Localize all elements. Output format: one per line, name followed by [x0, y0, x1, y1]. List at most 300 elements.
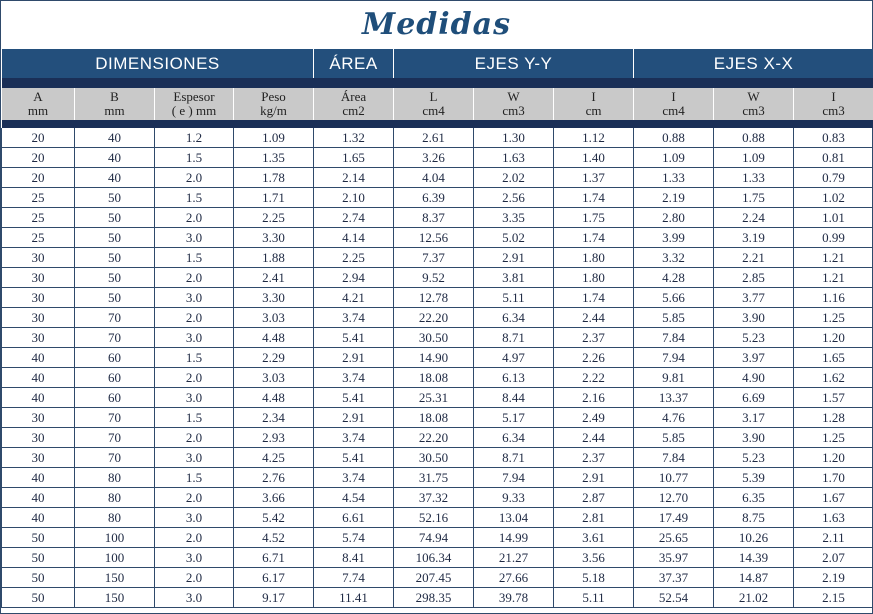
table-row — [2, 468, 873, 488]
table-cell: 37.37 — [634, 568, 714, 588]
table-cell: 50 — [75, 228, 155, 248]
table-cell: 6.34 — [474, 428, 554, 448]
table-cell: 12.70 — [634, 488, 714, 508]
column-header — [394, 88, 474, 120]
column-header-unit: mm — [27, 103, 49, 118]
group-header: DIMENSIONES — [2, 49, 314, 78]
column-header-name: Peso — [261, 89, 286, 104]
table-row — [2, 568, 873, 588]
table-cell: 25.65 — [634, 528, 714, 548]
table-cell: 5.66 — [634, 288, 714, 308]
table-cell: 6.34 — [474, 308, 554, 328]
table-cell: 4.14 — [314, 228, 394, 248]
column-header-unit: cm3 — [742, 103, 765, 118]
table-cell: 1.70 — [794, 468, 873, 488]
table-cell: 20 — [2, 128, 75, 148]
table-cell: 1.75 — [554, 208, 634, 228]
table-cell: 2.0 — [155, 368, 234, 388]
table-cell: 3.17 — [714, 408, 794, 428]
table-cell: 25 — [2, 228, 75, 248]
table-cell: 207.45 — [394, 568, 474, 588]
table-cell: 4.48 — [234, 388, 314, 408]
table-cell: 1.5 — [155, 188, 234, 208]
table-cell: 70 — [75, 428, 155, 448]
table-cell: 106.34 — [394, 548, 474, 568]
table-cell: 10.26 — [714, 528, 794, 548]
table-cell: 0.88 — [634, 128, 714, 148]
table-cell: 80 — [75, 508, 155, 528]
table-cell: 2.25 — [234, 208, 314, 228]
table-cell: 1.16 — [794, 288, 873, 308]
table-cell: 5.42 — [234, 508, 314, 528]
column-header — [554, 88, 634, 120]
table-cell: 50 — [75, 268, 155, 288]
column-header-unit: cm — [585, 103, 602, 118]
table-cell: 80 — [75, 468, 155, 488]
table-cell: 31.75 — [394, 468, 474, 488]
group-header: EJES X-X — [634, 49, 873, 78]
table-row — [2, 368, 873, 388]
table-cell: 4.90 — [714, 368, 794, 388]
table-cell: 8.75 — [714, 508, 794, 528]
table-cell: 1.67 — [794, 488, 873, 508]
table-cell: 74.94 — [394, 528, 474, 548]
table-cell: 1.5 — [155, 348, 234, 368]
table-cell: 3.0 — [155, 548, 234, 568]
table-cell: 14.39 — [714, 548, 794, 568]
column-header-unit: ( e ) mm — [171, 103, 217, 118]
table-cell: 1.71 — [234, 188, 314, 208]
table-cell: 30 — [2, 328, 75, 348]
table-cell: 6.13 — [474, 368, 554, 388]
table-cell: 5.11 — [474, 288, 554, 308]
table-cell: 1.33 — [714, 168, 794, 188]
table-cell: 2.74 — [314, 208, 394, 228]
table-cell: 1.25 — [794, 308, 873, 328]
table-cell: 1.20 — [794, 328, 873, 348]
table-cell: 1.28 — [794, 408, 873, 428]
table-row — [2, 148, 873, 168]
header-divider-bottom — [2, 120, 873, 128]
table-cell: 5.18 — [554, 568, 634, 588]
table-cell: 9.33 — [474, 488, 554, 508]
table-cell: 8.71 — [474, 448, 554, 468]
table-cell: 2.80 — [634, 208, 714, 228]
table-row — [2, 228, 873, 248]
table-cell: 2.07 — [794, 548, 873, 568]
table-body — [2, 128, 873, 608]
table-cell: 12.56 — [394, 228, 474, 248]
column-header-unit: mm — [104, 103, 125, 118]
table-cell: 2.91 — [474, 248, 554, 268]
column-header-name: I — [831, 89, 836, 104]
table-cell: 52.16 — [394, 508, 474, 528]
table-cell: 12.78 — [394, 288, 474, 308]
table-cell: 50 — [2, 588, 75, 608]
table-cell: 4.48 — [234, 328, 314, 348]
table-cell: 1.74 — [554, 188, 634, 208]
table-cell: 298.35 — [394, 588, 474, 608]
table-cell: 18.08 — [394, 408, 474, 428]
table-row — [2, 128, 873, 148]
group-header-row — [2, 49, 873, 78]
table-cell: 3.90 — [714, 308, 794, 328]
table-cell: 40 — [2, 508, 75, 528]
table-cell: 1.78 — [234, 168, 314, 188]
table-row — [2, 268, 873, 288]
table-cell: 27.66 — [474, 568, 554, 588]
table-cell: 2.81 — [554, 508, 634, 528]
table-cell: 1.2 — [155, 128, 234, 148]
table-cell: 2.0 — [155, 568, 234, 588]
table-cell: 7.84 — [634, 328, 714, 348]
table-cell: 30 — [2, 448, 75, 468]
table-row — [2, 488, 873, 508]
table-cell: 30 — [2, 308, 75, 328]
table-cell: 40 — [2, 388, 75, 408]
table-cell: 50 — [75, 208, 155, 228]
table-cell: 3.90 — [714, 428, 794, 448]
table-cell: 7.94 — [474, 468, 554, 488]
table-cell: 2.24 — [714, 208, 794, 228]
table-cell: 1.62 — [794, 368, 873, 388]
table-row — [2, 168, 873, 188]
table-cell: 3.35 — [474, 208, 554, 228]
table-cell: 39.78 — [474, 588, 554, 608]
table-cell: 3.74 — [314, 468, 394, 488]
table-cell: 1.37 — [554, 168, 634, 188]
table-cell: 30.50 — [394, 328, 474, 348]
table-cell: 2.14 — [314, 168, 394, 188]
table-cell: 22.20 — [394, 428, 474, 448]
column-header-name: W — [747, 89, 760, 104]
table-cell: 5.85 — [634, 428, 714, 448]
table-cell: 2.41 — [234, 268, 314, 288]
table-cell: 1.75 — [714, 188, 794, 208]
table-cell: 4.25 — [234, 448, 314, 468]
table-cell: 2.22 — [554, 368, 634, 388]
page-title: Medidas — [362, 7, 511, 42]
table-cell: 2.0 — [155, 308, 234, 328]
table-cell: 9.52 — [394, 268, 474, 288]
table-cell: 1.80 — [554, 248, 634, 268]
table-cell: 40 — [2, 348, 75, 368]
table-cell: 52.54 — [634, 588, 714, 608]
column-header-unit: cm2 — [342, 103, 365, 118]
group-header: ÁREA — [314, 49, 394, 78]
table-cell: 2.85 — [714, 268, 794, 288]
table-cell: 1.63 — [794, 508, 873, 528]
table-cell: 1.33 — [634, 168, 714, 188]
table-cell: 2.0 — [155, 488, 234, 508]
table-cell: 5.02 — [474, 228, 554, 248]
table-cell: 3.81 — [474, 268, 554, 288]
table-cell: 25.31 — [394, 388, 474, 408]
table-cell: 8.44 — [474, 388, 554, 408]
table-cell: 3.61 — [554, 528, 634, 548]
table-cell: 21.02 — [714, 588, 794, 608]
table-cell: 22.20 — [394, 308, 474, 328]
table-cell: 6.61 — [314, 508, 394, 528]
table-cell: 40 — [75, 148, 155, 168]
table-cell: 2.02 — [474, 168, 554, 188]
table-cell: 1.5 — [155, 408, 234, 428]
table-cell: 14.87 — [714, 568, 794, 588]
table-cell: 1.21 — [794, 248, 873, 268]
table-cell: 1.32 — [314, 128, 394, 148]
table-row — [2, 448, 873, 468]
table-row — [2, 308, 873, 328]
table-cell: 70 — [75, 408, 155, 428]
table-cell: 2.91 — [314, 348, 394, 368]
table-row — [2, 588, 873, 608]
column-header — [794, 88, 873, 120]
table-cell: 2.0 — [155, 528, 234, 548]
table-cell: 7.84 — [634, 448, 714, 468]
table-cell: 2.37 — [554, 328, 634, 348]
table-row — [2, 408, 873, 428]
table-cell: 50 — [75, 248, 155, 268]
table-row — [2, 188, 873, 208]
header-divider — [2, 78, 873, 88]
table-cell: 3.97 — [714, 348, 794, 368]
table-cell: 2.91 — [554, 468, 634, 488]
table-cell: 30 — [2, 428, 75, 448]
column-header-row — [2, 88, 873, 120]
table-cell: 1.63 — [474, 148, 554, 168]
table-cell: 4.54 — [314, 488, 394, 508]
table-cell: 30 — [2, 248, 75, 268]
table-cell: 50 — [2, 528, 75, 548]
table-cell: 20 — [2, 168, 75, 188]
table-cell: 60 — [75, 368, 155, 388]
table-cell: 1.09 — [234, 128, 314, 148]
table-cell: 1.02 — [794, 188, 873, 208]
table-cell: 6.39 — [394, 188, 474, 208]
table-cell: 1.74 — [554, 228, 634, 248]
table-cell: 2.87 — [554, 488, 634, 508]
table-cell: 10.77 — [634, 468, 714, 488]
table-cell: 5.11 — [554, 588, 634, 608]
table-cell: 100 — [75, 528, 155, 548]
table-cell: 50 — [75, 288, 155, 308]
table-cell: 1.40 — [554, 148, 634, 168]
table-cell: 1.35 — [234, 148, 314, 168]
table-cell: 60 — [75, 348, 155, 368]
column-header — [75, 88, 155, 120]
table-cell: 4.76 — [634, 408, 714, 428]
table-cell: 5.41 — [314, 448, 394, 468]
table-cell: 30.50 — [394, 448, 474, 468]
table-cell: 0.79 — [794, 168, 873, 188]
table-cell: 1.5 — [155, 468, 234, 488]
column-header-name: Área — [340, 89, 367, 104]
table-cell: 2.34 — [234, 408, 314, 428]
group-header: EJES Y-Y — [394, 49, 634, 78]
table-cell: 30 — [2, 288, 75, 308]
table-cell: 2.21 — [714, 248, 794, 268]
table-row — [2, 388, 873, 408]
table-cell: 2.16 — [554, 388, 634, 408]
table-cell: 0.83 — [794, 128, 873, 148]
table-cell: 2.0 — [155, 208, 234, 228]
table-cell: 13.04 — [474, 508, 554, 528]
table-cell: 5.41 — [314, 328, 394, 348]
table-row — [2, 328, 873, 348]
column-header-unit: cm4 — [422, 103, 445, 118]
table-cell: 4.21 — [314, 288, 394, 308]
table-cell: 25 — [2, 188, 75, 208]
table-cell: 2.76 — [234, 468, 314, 488]
column-header-name: L — [429, 89, 438, 104]
table-cell: 2.0 — [155, 268, 234, 288]
table-cell: 2.44 — [554, 428, 634, 448]
column-header — [314, 88, 394, 120]
table-cell: 60 — [75, 388, 155, 408]
table-cell: 6.35 — [714, 488, 794, 508]
column-header-name: I — [671, 89, 676, 104]
table-cell: 30 — [2, 408, 75, 428]
table-cell: 2.49 — [554, 408, 634, 428]
table-cell: 5.23 — [714, 448, 794, 468]
table-row — [2, 208, 873, 228]
table-cell: 18.08 — [394, 368, 474, 388]
column-header — [234, 88, 314, 120]
table-cell: 40 — [2, 488, 75, 508]
table-cell: 2.94 — [314, 268, 394, 288]
table-cell: 1.20 — [794, 448, 873, 468]
table-row — [2, 288, 873, 308]
table-cell: 0.88 — [714, 128, 794, 148]
table-cell: 37.32 — [394, 488, 474, 508]
table-cell: 3.19 — [714, 228, 794, 248]
table-cell: 3.99 — [634, 228, 714, 248]
table-cell: 0.81 — [794, 148, 873, 168]
table-cell: 4.04 — [394, 168, 474, 188]
table-cell: 1.57 — [794, 388, 873, 408]
column-header-name: W — [507, 89, 520, 104]
table-cell: 5.23 — [714, 328, 794, 348]
table-cell: 9.17 — [234, 588, 314, 608]
column-header-name: I — [591, 89, 596, 104]
table-cell: 2.93 — [234, 428, 314, 448]
table-cell: 3.0 — [155, 508, 234, 528]
table-cell: 11.41 — [314, 588, 394, 608]
table-cell: 150 — [75, 568, 155, 588]
table-cell: 1.01 — [794, 208, 873, 228]
table-cell: 25 — [2, 208, 75, 228]
table-cell: 70 — [75, 448, 155, 468]
table-cell: 2.37 — [554, 448, 634, 468]
table-cell: 8.37 — [394, 208, 474, 228]
table-cell: 2.0 — [155, 168, 234, 188]
table-cell: 3.30 — [234, 228, 314, 248]
table-cell: 40 — [2, 468, 75, 488]
table-cell: 6.69 — [714, 388, 794, 408]
table-cell: 5.85 — [634, 308, 714, 328]
table-cell: 2.0 — [155, 428, 234, 448]
table-cell: 20 — [2, 148, 75, 168]
table-cell: 5.74 — [314, 528, 394, 548]
table-cell: 17.49 — [634, 508, 714, 528]
table-cell: 3.03 — [234, 308, 314, 328]
table-cell: 2.44 — [554, 308, 634, 328]
table-cell: 2.56 — [474, 188, 554, 208]
table-cell: 14.90 — [394, 348, 474, 368]
table-cell: 4.97 — [474, 348, 554, 368]
table-cell: 2.26 — [554, 348, 634, 368]
column-header — [474, 88, 554, 120]
column-header-unit: cm4 — [662, 103, 685, 118]
table-cell: 40 — [75, 128, 155, 148]
table-cell: 35.97 — [634, 548, 714, 568]
table-cell: 3.56 — [554, 548, 634, 568]
table-cell: 3.0 — [155, 588, 234, 608]
table-cell: 2.11 — [794, 528, 873, 548]
table-cell: 3.77 — [714, 288, 794, 308]
table-cell: 3.0 — [155, 228, 234, 248]
table-cell: 3.66 — [234, 488, 314, 508]
table-row — [2, 348, 873, 368]
table-cell: 3.74 — [314, 428, 394, 448]
table-cell: 2.91 — [314, 408, 394, 428]
table-cell: 3.32 — [634, 248, 714, 268]
column-header — [634, 88, 714, 120]
table-cell: 30 — [2, 268, 75, 288]
table-cell: 1.74 — [554, 288, 634, 308]
table-row — [2, 548, 873, 568]
table-cell: 8.41 — [314, 548, 394, 568]
table-cell: 3.74 — [314, 368, 394, 388]
table-cell: 14.99 — [474, 528, 554, 548]
table-cell: 3.74 — [314, 308, 394, 328]
table-row — [2, 528, 873, 548]
table-cell: 1.5 — [155, 248, 234, 268]
table-cell: 7.94 — [634, 348, 714, 368]
column-header-name: Espesor — [173, 89, 215, 104]
table-cell: 50 — [2, 548, 75, 568]
table-cell: 5.39 — [714, 468, 794, 488]
table-cell: 3.26 — [394, 148, 474, 168]
column-header-name: A — [33, 89, 43, 104]
table-cell: 5.41 — [314, 388, 394, 408]
table-cell: 50 — [2, 568, 75, 588]
table-cell: 2.19 — [794, 568, 873, 588]
table-cell: 21.27 — [474, 548, 554, 568]
table-cell: 6.71 — [234, 548, 314, 568]
column-header-unit: cm3 — [502, 103, 525, 118]
table-cell: 1.09 — [714, 148, 794, 168]
table-cell: 3.03 — [234, 368, 314, 388]
table-cell: 50 — [75, 188, 155, 208]
table-cell: 3.0 — [155, 448, 234, 468]
column-header-unit: cm3 — [822, 103, 845, 118]
table-cell: 4.28 — [634, 268, 714, 288]
table-cell: 2.15 — [794, 588, 873, 608]
table-cell: 1.65 — [794, 348, 873, 368]
table-cell: 150 — [75, 588, 155, 608]
table-cell: 80 — [75, 488, 155, 508]
table-cell: 40 — [2, 368, 75, 388]
table-cell: 1.12 — [554, 128, 634, 148]
column-header-unit: kg/m — [260, 103, 287, 118]
table-row — [2, 428, 873, 448]
table-cell: 1.88 — [234, 248, 314, 268]
table-cell: 3.0 — [155, 288, 234, 308]
column-header — [714, 88, 794, 120]
table-cell: 4.52 — [234, 528, 314, 548]
table-cell: 8.71 — [474, 328, 554, 348]
